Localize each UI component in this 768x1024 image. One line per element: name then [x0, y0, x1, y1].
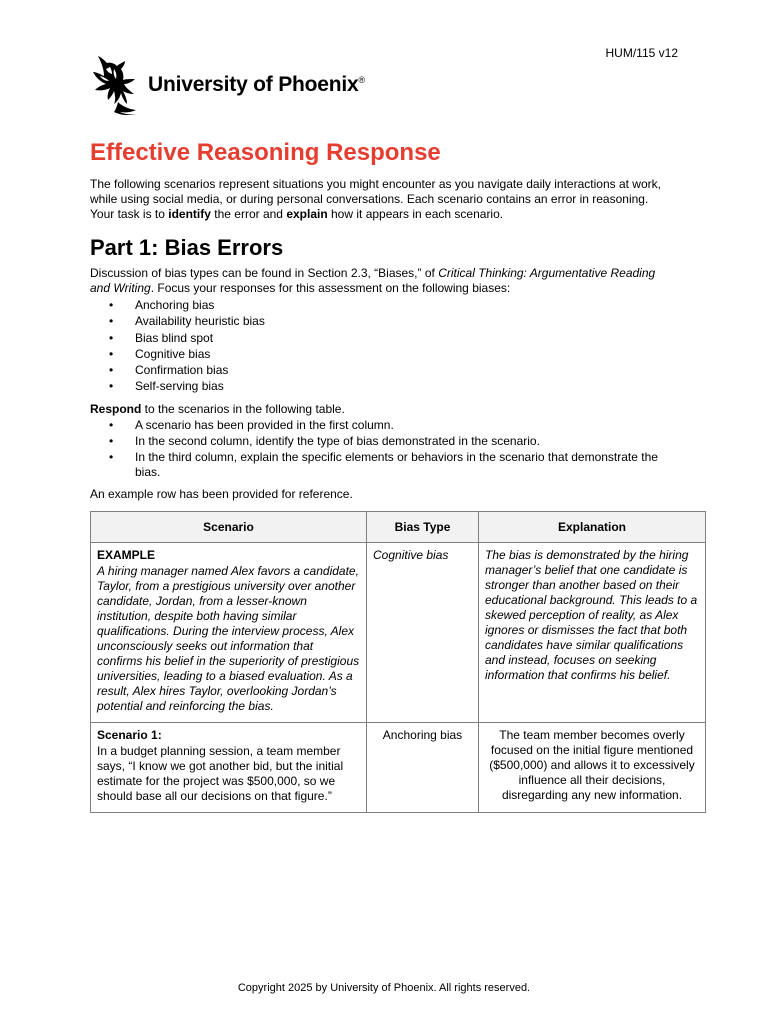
instruction-item: • A scenario has been provided in the first column.	[90, 417, 670, 433]
column-header-explanation: Explanation	[479, 512, 706, 543]
book-title: Critical Thinking: Argumentative Reading and Writing	[90, 266, 656, 295]
logo-text: University of Phoenix®	[148, 73, 365, 96]
explanation-cell: The bias is demonstrated by the hiring manager’s belief that one candidate is stronger than another based on their educational background. This leads to a skewed perception of reality, as Alex ignores or dismisses the fact that both candidates have similar qualifications and instead, focuses on seeking information that confirms his belief.	[479, 543, 706, 723]
instruction-item: • In the second column, identify the type of bias demonstrated in the scenario.	[90, 433, 670, 449]
table-row-scenario-1	[91, 723, 706, 813]
example-note: An example row has been provided for reference.	[90, 487, 353, 501]
bias-list	[90, 297, 265, 395]
bias-table	[90, 511, 706, 813]
table-header-row	[91, 512, 706, 543]
scenario-cell	[91, 543, 367, 723]
bias-type-cell: Anchoring bias	[367, 723, 479, 813]
page-title: Effective Reasoning Response	[90, 139, 441, 166]
scenario-text: In a budget planning session, a team member says, “I know we got another bid, but the initial estimate for the project was $500,000, so we should base all our decisions on that figure.”	[97, 744, 344, 803]
bias-list-item: • Availability heuristic bias	[90, 313, 265, 329]
row-label: Scenario 1:	[97, 728, 162, 742]
row-label: EXAMPLE	[97, 548, 156, 562]
intro-paragraph: The following scenarios represent situations you might encounter as you navigate daily interactions at work, while using social media, or during personal conversations. Each scenario contains an error in reasoning. Your task is to identify the error and explain how it appears in each scenario.	[90, 177, 661, 221]
copyright-footer: Copyright 2025 by University of Phoenix. All rights reserved.	[237, 982, 531, 994]
university-logo	[92, 54, 365, 116]
discussion-paragraph: Discussion of bias types can be found in Section 2.3, “Biases,” of Critical Thinking: Argumentative Reading and Writing. Focus your responses for this assessment on the following biases:	[90, 266, 656, 295]
bias-list-item: • Self-serving bias	[90, 378, 265, 394]
bias-list-item: • Cognitive bias	[90, 346, 265, 362]
part1-heading: Part 1: Bias Errors	[90, 235, 284, 260]
scenario-cell	[91, 723, 367, 813]
instruction-item: • In the third column, explain the specific elements or behaviors in the scenario that demonstrate the bias.	[90, 450, 670, 480]
bias-list-item: • Bias blind spot	[90, 330, 265, 346]
explanation-cell: The team member becomes overly focused on the initial figure mentioned ($500,000) and allows it to excessively influence all their decisions, disregarding any new information.	[479, 723, 706, 813]
bias-list-item: • Confirmation bias	[90, 362, 265, 378]
column-header-bias-type: Bias Type	[367, 512, 479, 543]
table-row-example	[91, 543, 706, 723]
instruction-list	[90, 417, 670, 480]
course-code: HUM/115 v12	[605, 46, 678, 60]
explain-keyword: explain	[286, 207, 328, 221]
scenario-text: A hiring manager named Alex favors a candidate, Taylor, from a prestigious university over another candidate, Jordan, from a lesser-known institution, despite both having similar qualifications. During the interview process, Alex unconsciously seeks out information that confirms his belief in the superiority of prestigious universities, leading to a biased evaluation. As a result, Alex hires Taylor, overlooking Jordan’s potential and reinforcing the bias.	[97, 564, 360, 713]
identify-keyword: identify	[168, 207, 211, 221]
registered-mark: ®	[358, 75, 365, 85]
phoenix-bird-icon	[92, 54, 144, 116]
bias-type-cell: Cognitive bias	[367, 543, 479, 723]
bias-list-item: • Anchoring bias	[90, 297, 265, 313]
respond-instruction: Respond to the scenarios in the following table.	[90, 402, 345, 416]
column-header-scenario: Scenario	[91, 512, 367, 543]
